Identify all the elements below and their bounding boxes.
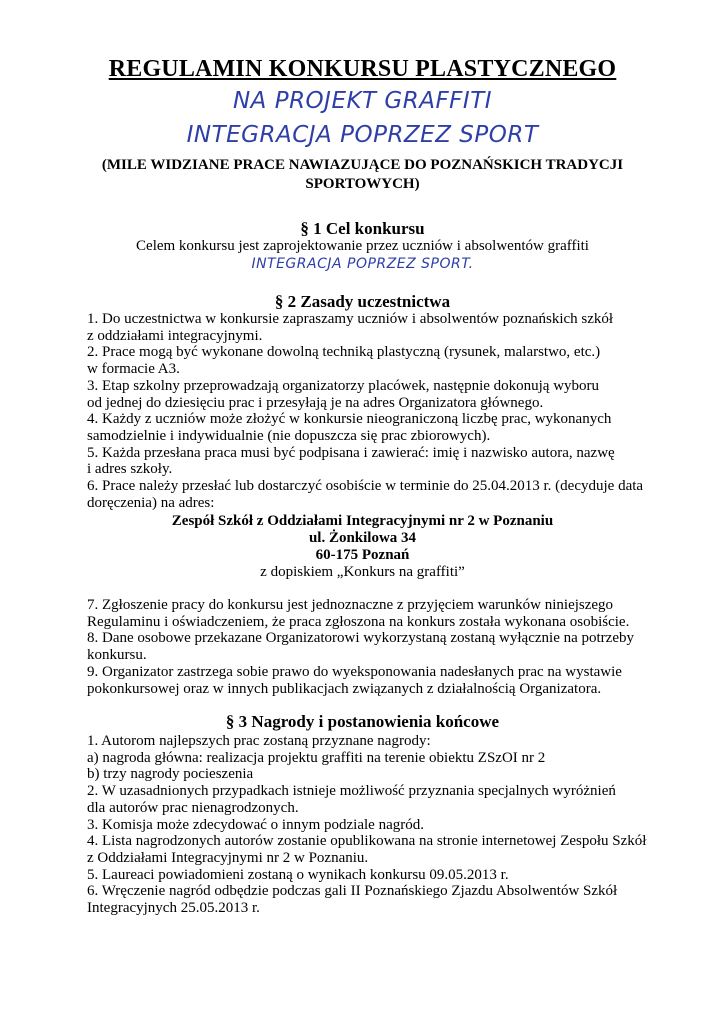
list-line: 4. Lista nagrodzonych autorów zostanie opublikowana na stronie internetowej Zespołu Szkół <box>87 833 647 850</box>
list-line: z oddziałami integracyjnymi. <box>87 327 263 344</box>
list-line: 2. Prace mogą być wykonane dowolną techniką plastyczną (rysunek, malarstwo, etc.) <box>87 344 601 361</box>
mailing-address <box>0 513 725 581</box>
list-line: 9. Organizator zastrzega sobie prawo do wyeksponowania nadesłanych prac na wystawie <box>87 663 622 680</box>
list-line: 6. Wręczenie nagród odbędzie podczas gali II Poznańskiego Zjazdu Absolwentów Szkół <box>87 883 618 900</box>
title-note <box>0 156 725 194</box>
subtitle-slogan: INTEGRACJA POPRZEZ SPORT <box>186 122 539 148</box>
section-3-rules-list <box>87 733 647 917</box>
list-line: doręczenia) na adres: <box>87 494 215 511</box>
subtitle-project: NA PROJEKT GRAFFITI <box>232 88 493 114</box>
list-line: w formacie A3. <box>87 361 180 378</box>
list-line: pokonkursowej oraz w innych publikacjach związanych z działalnością Organizatora. <box>87 680 602 697</box>
title-note-line: SPORTOWYCH) <box>305 176 420 192</box>
section-1-slogan: INTEGRACJA POPRZEZ SPORT. <box>251 256 474 272</box>
section-2-rules-list <box>87 311 647 511</box>
section-1-text: Celem konkursu jest zaprojektowanie przez uczniów i absolwentów graffiti <box>136 238 589 254</box>
list-line: 3. Etap szkolny przeprowadzają organizatorzy placówek, następnie dokonują wyboru <box>87 377 600 394</box>
list-line: 6. Prace należy przesłać lub dostarczyć osobiście w terminie do 25.04.2013 r. (decyduje data <box>87 478 644 495</box>
address-city: 60-175 Poznań <box>315 547 410 563</box>
address-street: ul. Żonkilowa 34 <box>308 530 417 546</box>
title-note-line: (MILE WIDZIANE PRACE NAWIAZUJĄCE DO POZNAŃSKICH TRADYCJI <box>101 157 624 173</box>
list-line: 2. W uzasadnionych przypadkach istnieje możliwość przyznania specjalnych wyróżnień <box>87 783 616 800</box>
list-line: 3. Komisja może zdecydować o innym podziale nagród. <box>87 816 424 833</box>
document-title: REGULAMIN KONKURSU PLASTYCZNEGO <box>108 56 617 82</box>
list-line: z Oddziałami Integracyjnymi nr 2 w Poznaniu. <box>87 849 369 866</box>
section-2-rules-list-continued <box>87 597 647 697</box>
list-line: 1. Do uczestnictwa w konkursie zapraszamy uczniów i absolwentów poznańskich szkół <box>87 311 614 327</box>
list-line: b) trzy nagrody pocieszenia <box>87 766 254 783</box>
list-line: konkursu. <box>87 647 147 664</box>
list-line: i adres szkoły. <box>87 461 173 478</box>
list-line: Regulaminu i oświadczeniem, że praca zgłoszona na konkurs została wykonana osobiście. <box>87 613 630 630</box>
list-line: dla autorów prac nienagrodzonych. <box>87 799 299 816</box>
list-line: 4. Każdy z uczniów może złożyć w konkursie nieograniczoną liczbę prac, wykonanych <box>87 411 612 428</box>
list-line: a) nagroda główna: realizacja projektu graffiti na terenie obiektu ZSzOI nr 2 <box>87 749 546 766</box>
section-1-heading: § 1 Cel konkursu <box>300 219 425 238</box>
section-3-heading: § 3 Nagrody i postanowienia końcowe <box>225 712 500 731</box>
list-line: 7. Zgłoszenie pracy do konkursu jest jednoznaczne z przyjęciem warunków niniejszego <box>87 597 614 613</box>
list-line: samodzielnie i indywidualnie (nie dopuszcza się prac zbiorowych). <box>87 427 491 444</box>
list-line: 5. Każda przesłana praca musi być podpisana i zawierać: imię i nazwisko autora, nazwę <box>87 444 615 461</box>
list-line: od jednej do dziesięciu prac i przesyłają je na adres Organizatora głównego. <box>87 394 544 411</box>
list-line: Integracyjnych 25.05.2013 r. <box>87 900 260 917</box>
section-2-heading: § 2 Zasady uczestnictwa <box>274 292 451 311</box>
list-line: 5. Laureaci powiadomieni zostaną o wynikach konkursu 09.05.2013 r. <box>87 866 509 883</box>
list-line: 1. Autorom najlepszych prac zostaną przyznane nagrody: <box>87 733 431 749</box>
address-school: Zespół Szkół z Oddziałami Integracyjnymi nr 2 w Poznaniu <box>171 513 554 529</box>
address-remark: z dopiskiem „Konkurs na graffiti” <box>260 564 465 580</box>
list-line: 8. Dane osobowe przekazane Organizatorowi wykorzystaną zostaną wyłącznie na potrzeby <box>87 630 634 647</box>
